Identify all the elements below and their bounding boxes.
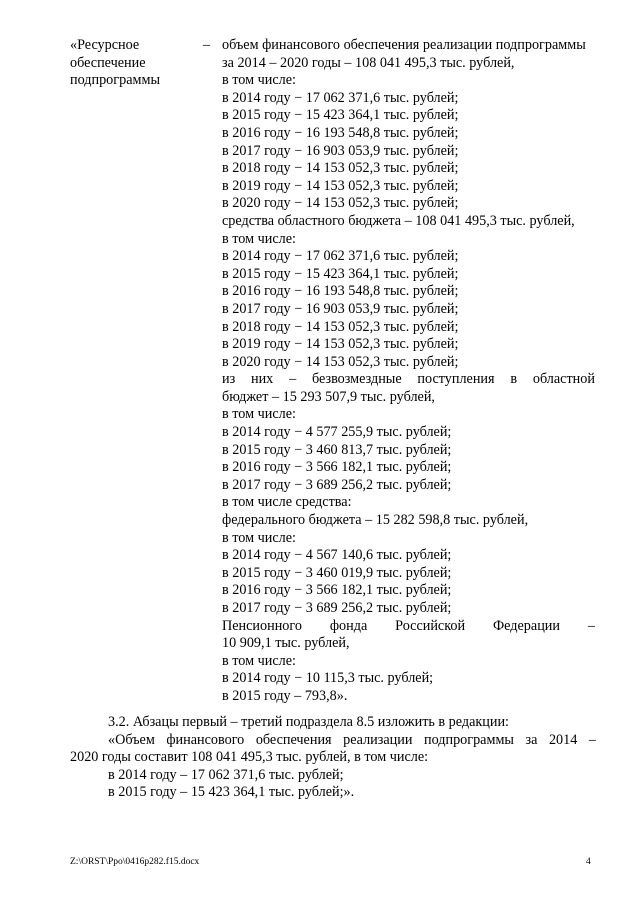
resource-label bbox=[70, 37, 200, 90]
text-line: в том числе: bbox=[222, 652, 296, 669]
amendment-paragraph bbox=[70, 714, 596, 802]
justified-line bbox=[222, 618, 595, 636]
text-line: в 2014 году − 4 577 255,9 тыс. рублей; bbox=[222, 424, 452, 441]
text-line: средства областного бюджета – 108 041 495,3 тыс. рублей, bbox=[222, 212, 575, 229]
text-line: в 2018 году − 14 153 052,3 тыс. рублей; bbox=[222, 318, 459, 335]
text-line: в том числе: bbox=[222, 230, 296, 247]
text-line: в 2016 году − 3 566 182,1 тыс. рублей; bbox=[222, 582, 452, 599]
text-line: бюджет – 15 293 507,9 тыс. рублей, bbox=[222, 388, 435, 405]
text-line: в 2015 году − 15 423 364,1 тыс. рублей; bbox=[222, 265, 459, 282]
word: обеспечения bbox=[255, 731, 332, 748]
text-line: в 2020 году − 14 153 052,3 тыс. рублей; bbox=[222, 195, 459, 212]
word: Федерации bbox=[492, 617, 560, 634]
text-line: в 2017 году − 3 689 256,2 тыс. рублей; bbox=[222, 600, 452, 616]
text-line: в 2016 году − 16 193 548,8 тыс. рублей; bbox=[222, 283, 459, 300]
text-line: в 2014 году − 10 115,3 тыс. рублей; bbox=[222, 670, 434, 687]
funding-description bbox=[222, 37, 595, 706]
word: областной bbox=[532, 371, 595, 388]
label-line: подпрограммы bbox=[70, 72, 160, 89]
text-line: в 2015 году − 3 460 813,7 тыс. рублей; bbox=[222, 441, 452, 458]
text-line: в том числе средства: bbox=[222, 494, 352, 511]
word: за bbox=[525, 731, 538, 748]
word: Российской bbox=[395, 617, 466, 634]
word: 2014 bbox=[548, 731, 578, 748]
text-line: в 2017 году − 16 903 053,9 тыс. рублей; bbox=[222, 300, 459, 317]
text-line: в том числе: bbox=[222, 406, 296, 423]
paragraph-heading: 3.2. Абзацы первый – третий подраздела 8.5 изложить в редакции: bbox=[108, 714, 509, 730]
label-line: «Ресурсное bbox=[70, 37, 140, 53]
word: реализации bbox=[343, 731, 413, 748]
text-line: в 2016 году − 3 566 182,1 тыс. рублей; bbox=[222, 459, 452, 476]
text-line: в 2016 году − 16 193 548,8 тыс. рублей; bbox=[222, 124, 459, 141]
page-number: 4 bbox=[586, 857, 591, 867]
file-path-footer: Z:\ORST\Ppo\0416p282.f15.docx bbox=[70, 857, 200, 867]
word: них bbox=[251, 371, 274, 388]
word: поступления bbox=[417, 371, 495, 388]
text-line: в 2015 году − 3 460 019,9 тыс. рублей; bbox=[222, 564, 452, 581]
word: безвозмездные bbox=[311, 371, 402, 388]
text-line: в том числе: bbox=[222, 529, 296, 546]
label-line: обеспечение bbox=[70, 54, 146, 71]
text-line: в 2019 году − 14 153 052,3 тыс. рублей; bbox=[222, 177, 459, 194]
text-line: за 2014 – 2020 годы – 108 041 495,3 тыс. рублей, bbox=[222, 54, 515, 71]
justified-line bbox=[222, 371, 595, 389]
word: из bbox=[222, 371, 236, 388]
word: финансового bbox=[166, 731, 245, 748]
text-line: в том числе: bbox=[222, 72, 296, 89]
word: в bbox=[510, 371, 518, 388]
text-line: объем финансового обеспечения реализации подпрограммы bbox=[222, 37, 586, 53]
text-line: в 2017 году − 16 903 053,9 тыс. рублей; bbox=[222, 142, 459, 159]
word: Пенсионного bbox=[222, 617, 302, 634]
text-line: 10 909,1 тыс. рублей, bbox=[222, 635, 350, 652]
text-line: в 2015 году – 793,8». bbox=[222, 687, 348, 704]
text-line: в 2015 году – 15 423 364,1 тыс. рублей;». bbox=[108, 784, 355, 801]
text-line: в 2015 году − 15 423 364,1 тыс. рублей; bbox=[222, 107, 459, 124]
text-line: в 2014 году − 17 062 371,6 тыс. рублей; bbox=[222, 248, 459, 265]
text-line: в 2020 году − 14 153 052,3 тыс. рублей; bbox=[222, 353, 459, 370]
word: «Объем bbox=[108, 731, 155, 748]
text-line: в 2019 году − 14 153 052,3 тыс. рублей; bbox=[222, 336, 459, 353]
text-line: в 2014 году − 4 567 140,6 тыс. рублей; bbox=[222, 547, 452, 564]
text-line: 2020 годы составит 108 041 495,3 тыс. рублей, в том числе: bbox=[70, 749, 429, 766]
separator-dash: – bbox=[203, 37, 211, 53]
word: – bbox=[289, 371, 297, 388]
word: фонда bbox=[329, 617, 368, 634]
word: – bbox=[587, 617, 595, 634]
word: – bbox=[588, 731, 596, 748]
justified-line bbox=[70, 732, 596, 750]
text-line: в 2014 году – 17 062 371,6 тыс. рублей; bbox=[108, 766, 344, 783]
word: подпрограммы bbox=[423, 731, 514, 748]
text-line: в 2014 году − 17 062 371,6 тыс. рублей; bbox=[222, 89, 459, 106]
text-line: федерального бюджета – 15 282 598,8 тыс. рублей, bbox=[222, 512, 529, 529]
text-line: в 2018 году − 14 153 052,3 тыс. рублей; bbox=[222, 160, 459, 177]
text-line: в 2017 году − 3 689 256,2 тыс. рублей; bbox=[222, 476, 452, 493]
